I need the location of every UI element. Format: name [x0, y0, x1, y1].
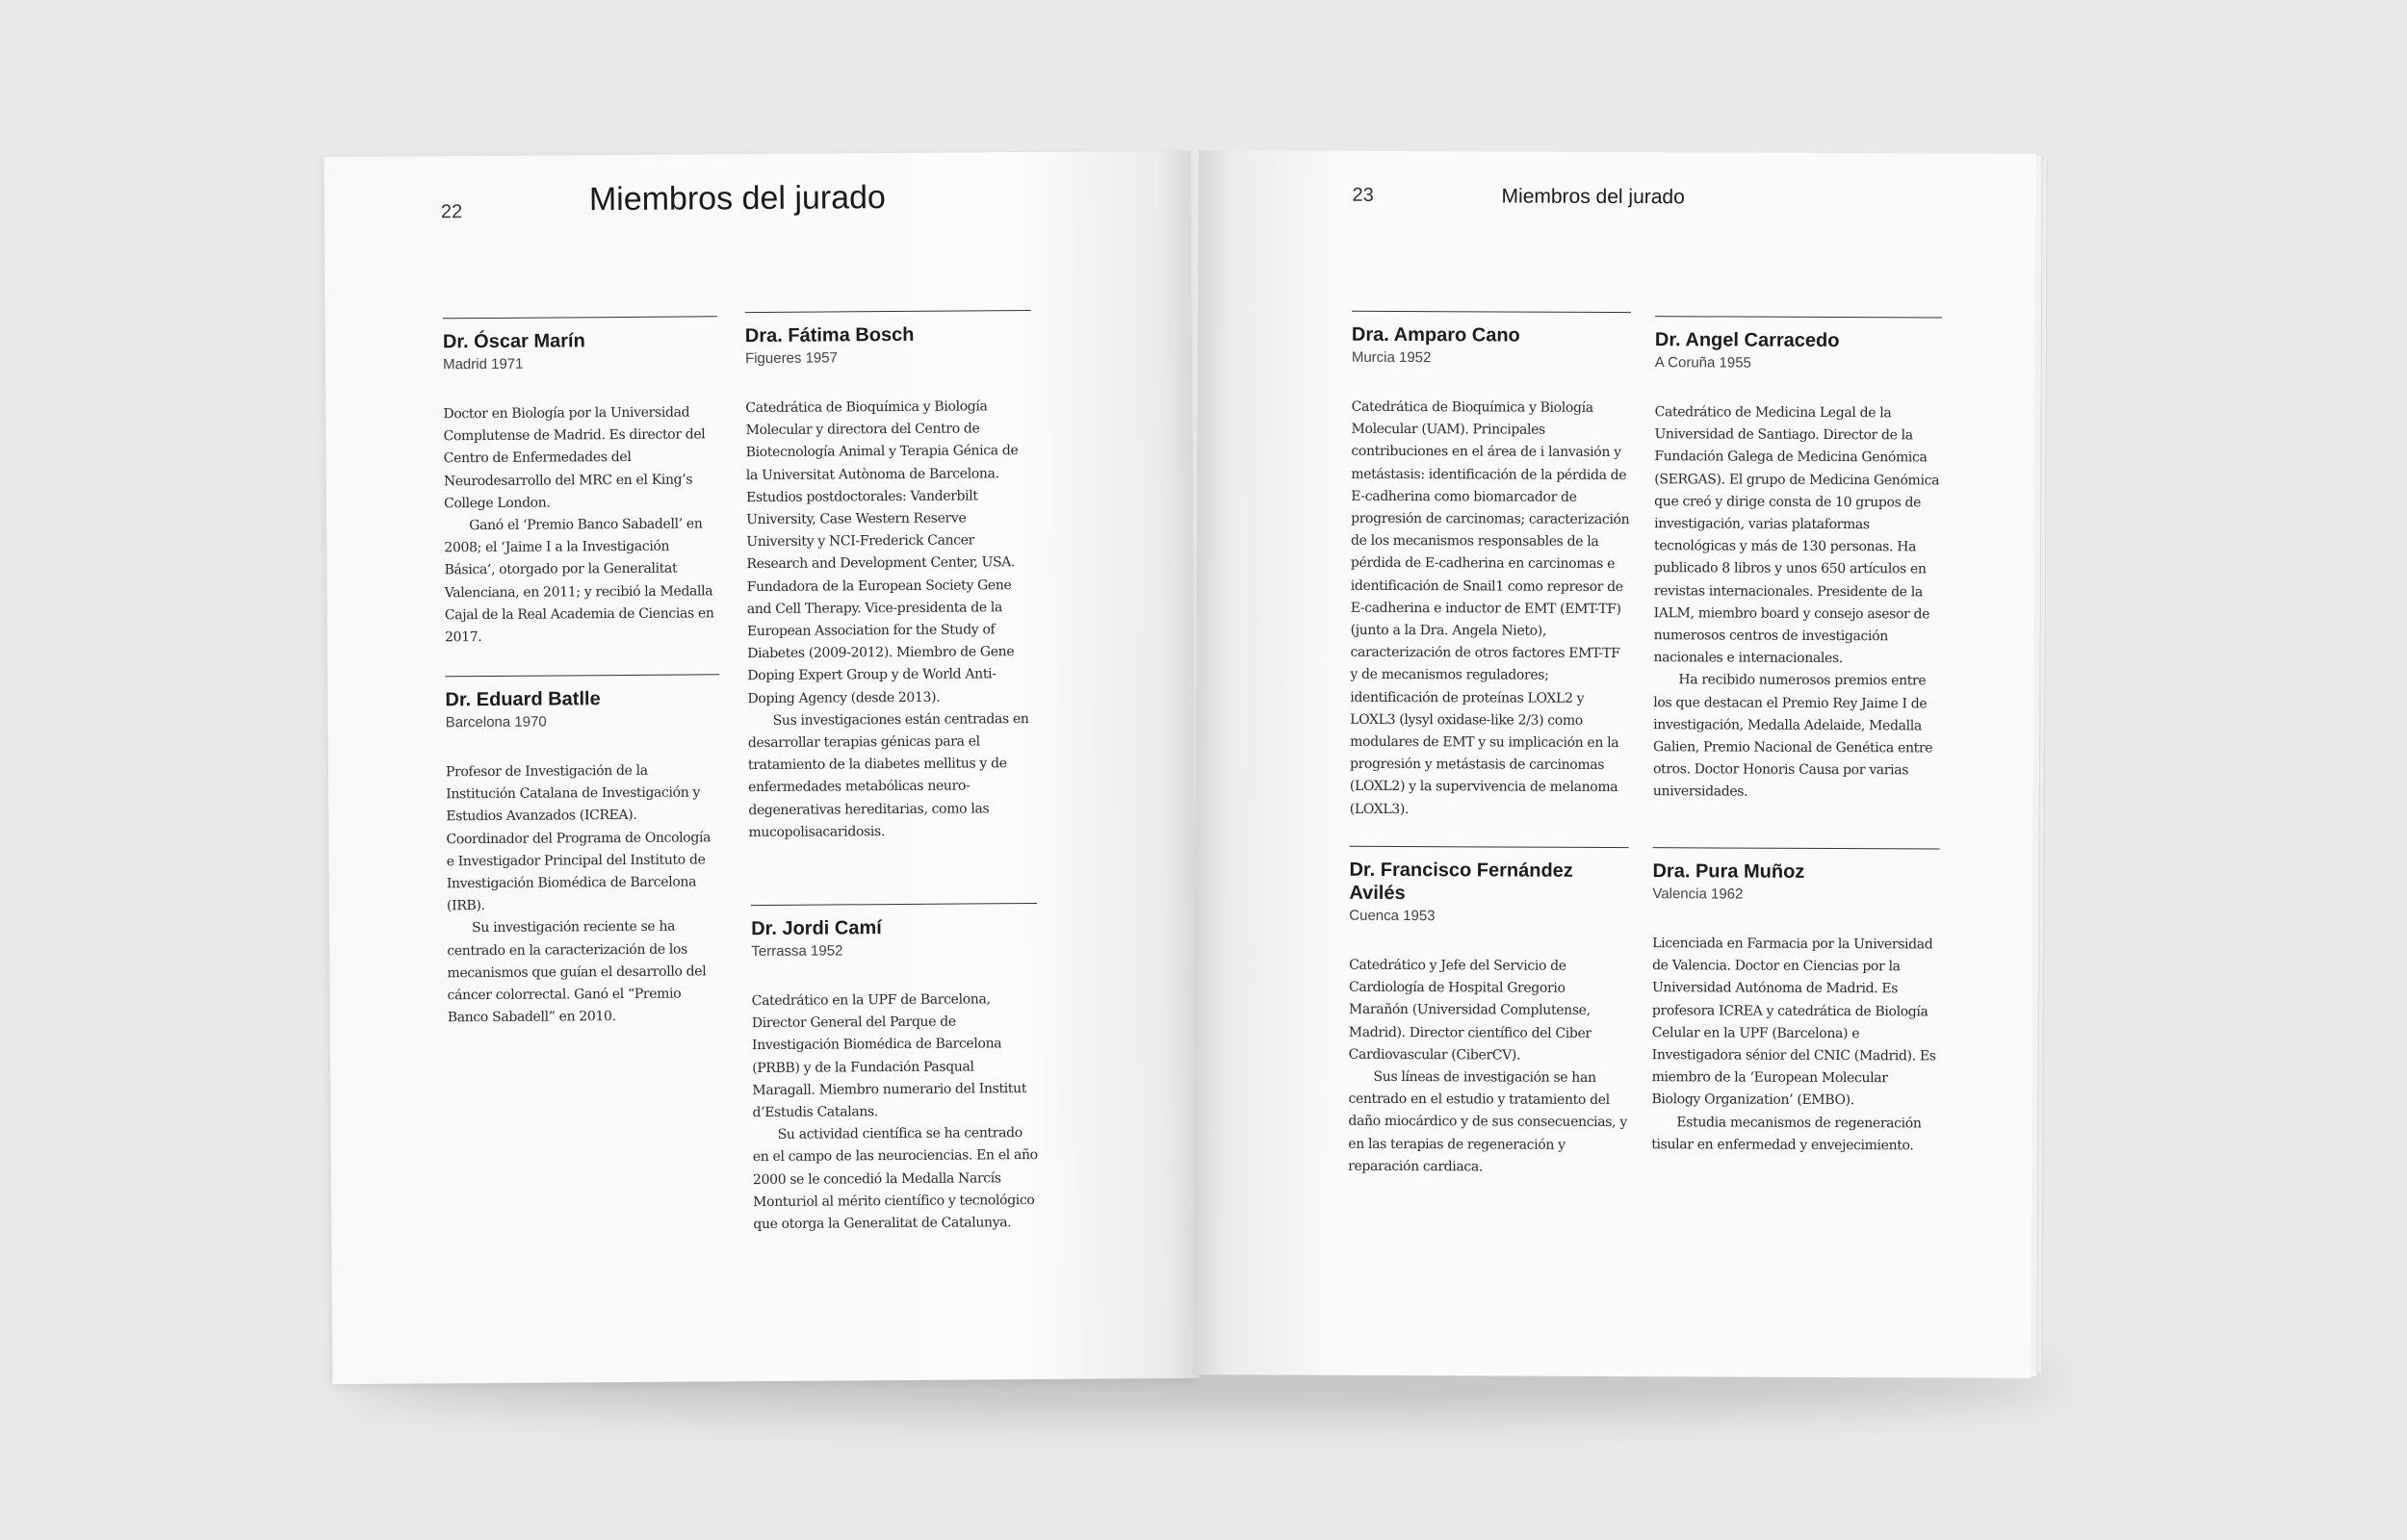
- bio-paragraph: Su investigación reciente se ha centrado en la caracterización de los mecanismos que guían el desarrollo del cáncer colorrectal. Ganó el “Premio Banco Sabadell” en 2010.: [447, 919, 707, 1026]
- bio-paragraph: Ganó el ‘Premio Banco Sabadell’ en 2008; el ‘Jaime I a la Investigación Básica’, otorgado por la Generalitat Valenciana, en 2011; y recibió la Medalla Cajal de la Real Academia de Ciencias en 2017.: [444, 516, 714, 646]
- bio-paragraph: Estudia mecanismos de regeneración tisular en enfermedad y envejecimiento.: [1651, 1114, 1922, 1154]
- divider: [1655, 316, 1942, 318]
- member-origin: Cuenca 1953: [1349, 907, 1436, 925]
- bio-paragraph: Ha recibido numerosos premios entre los que destacan el Premio Rey Jaime I de investigación, Medalla Adelaide, Medalla Galien, Premio Nacional de Genética entre otros. Doctor Honoris Causa por varias universidades.: [1652, 672, 1933, 801]
- member-origin: Valencia 1962: [1652, 886, 1744, 903]
- member-origin: Barcelona 1970: [445, 713, 547, 732]
- member-name: Dra. Pura Muñoz: [1652, 860, 1805, 883]
- member-origin: Figueres 1957: [744, 349, 838, 368]
- member-bio: [1651, 933, 1939, 1157]
- member-bio: [1350, 397, 1631, 822]
- bio-paragraph: Profesor de Investigación de la Institución Catalana de Investigación y Estudios Avanzados (ICREA). Coordinador del Programa de Oncología e Investigador Principal del Instituto de Investigación Biomédica de Barcelona (IRB).: [445, 762, 712, 914]
- bio-paragraph: Catedrático en la UPF de Barcelona, Director General del Parque de Investigación Biomédica de Barcelona (PRBB) y de la Fundación Pasqual Maragall. Miembro numerario del Institut d’Estudis Catalans.: [751, 991, 1027, 1121]
- member-name: Dr. Angel Carracedo: [1654, 329, 1840, 352]
- jury-member-entry: [1653, 316, 1942, 805]
- bio-paragraph: Catedrático de Medicina Legal de la Universidad de Santiago. Director de la Fundación Galega de Medicina Genómica (SERGAS). El grupo de Medicina Genómica que creó y dirige consta de 10 grupos de investigación, varias plataformas tecnológicas y más de 130 personas. Ha publicado 8 libros y unos 650 artículos en revistas internacionales. Presidente de la IALM, miembro board y consejo asesor de numerosos centros de investigación nacionales e internacionales.: [1653, 404, 1940, 667]
- jury-member-entry: [445, 674, 722, 1029]
- bio-paragraph: Sus líneas de investigación se han centrado en el estudio y tratamiento del daño miocárdico y de sus consecuencias, y en las terapias de regeneración y reparación cardiaca.: [1348, 1068, 1627, 1175]
- bio-paragraph: Sus investigaciones están centradas en desarrollar terapias génicas para el tratamiento de la diabetes mellitus y de enfermedades metabólicas neuro-degenerativas hereditarias, como las mucopolisacaridosis.: [747, 710, 1029, 840]
- member-name: Dr. Eduard Batlle: [445, 688, 601, 711]
- bio-paragraph: Catedrático y Jefe del Servicio de Cardiología de Hospital Gregorio Marañón (Universidad Complutense, Madrid). Director científico del Ciber Cardiovascular (CiberCV).: [1348, 957, 1592, 1064]
- jury-member-entry: [1651, 847, 1939, 1157]
- member-name: Dr. Óscar Marín: [442, 330, 585, 353]
- member-name: Dr. Francisco Fernández Avilés: [1349, 859, 1573, 905]
- member-name: Dra. Fátima Bosch: [744, 323, 915, 347]
- page-number: 22: [440, 201, 463, 223]
- bio-paragraph: Doctor en Biología por la Universidad Complutense de Madrid. Es director del Centro de Enfermedades del Neurodesarrollo del MRC en el King’s College London.: [443, 404, 706, 512]
- page-number: 23: [1352, 184, 1374, 206]
- member-origin: Terrassa 1952: [751, 942, 843, 961]
- member-origin: Murcia 1952: [1351, 348, 1432, 367]
- member-name: Dr. Jordi Camí: [751, 917, 882, 940]
- member-bio: [1653, 401, 1942, 805]
- right-page: [1193, 150, 2036, 1378]
- member-bio: [446, 759, 722, 1029]
- member-bio: [745, 396, 1034, 844]
- jury-member-entry: [745, 310, 1035, 844]
- divider: [1352, 311, 1631, 313]
- jury-member-entry: [443, 316, 719, 649]
- divider: [445, 674, 719, 677]
- jury-member-entry: [1348, 846, 1629, 1179]
- member-origin: Madrid 1971: [443, 355, 524, 373]
- bio-paragraph: Catedrática de Bioquímica y Biología Molecular y directora del Centro de Biotecnología Animal y Terapia Génica de la Universitat Autònoma de Barcelona. Estudios postdoctorales: Vanderbilt University, Case Western Reserve University y NCI-Frederick Cancer Research and Development Center, USA. Fundadora de la European Society Gene and Cell Therapy. Vice-presidenta de la European Association for the Study of Diabetes (2009-2012). Miembro de Gene Doping Expert Group y de World Anti-Doping Agency (desde 2013).: [745, 398, 1019, 706]
- bio-paragraph: Licenciada en Farmacia por la Universidad de Valencia. Doctor en Ciencias por la Universidad Autónoma de Madrid. Es profesora ICREA y catedrática de Biología Celular en la UPF (Barcelona) e Investigadora sénior del CNIC (Madrid). Es miembro de la ‘European Molecular Biology Organization’ (EMBO).: [1651, 936, 1936, 1109]
- page-title: Miembros del jurado: [588, 179, 887, 218]
- divider: [745, 310, 1031, 313]
- jury-member-entry: [751, 903, 1039, 1236]
- divider: [1350, 846, 1629, 848]
- divider: [443, 316, 717, 319]
- member-bio: [1348, 955, 1628, 1179]
- left-page: [324, 151, 1200, 1384]
- jury-member-entry: [1350, 311, 1631, 822]
- bio-paragraph: Catedrática de Bioquímica y Biología Molecular (UAM). Principales contribuciones en el área de i lanvasión y metástasis: identificación de la pérdida de E-cadherina como biomarcador de progresión de carcinomas; caracterización de los mecanismos responsables de la pérdida de E-cadherina en carcinomas e identificación de Snail1 como represor de E-cadherina e inductor de EMT (EMT-TF) (junto a la Dra. Angela Nieto), caracterización de otros factores EMT-TF y de mecanismos reguladores; identificación de proteínas LOXL2 y LOXL3 (lysyl oxidase-like 2/3) como modulares de EMT y su implicación en la progresión y metástasis de carcinomas (LOXL2) y la supervivencia de melanoma (LOXL3).: [1349, 398, 1630, 817]
- member-origin: A Coruña 1955: [1654, 354, 1751, 372]
- member-name: Dra. Amparo Cano: [1351, 323, 1520, 346]
- bio-paragraph: Su actividad científica se ha centrado en el campo de las neurociencias. En el año 2000 se le concedió la Medalla Narcís Monturiol al mérito científico y tecnológico que otorga la Generalitat de Catalunya.: [752, 1125, 1038, 1233]
- divider: [751, 903, 1037, 906]
- divider: [1653, 847, 1940, 849]
- page-title: Miembros del jurado: [1501, 185, 1685, 209]
- member-bio: [752, 988, 1040, 1236]
- member-bio: [443, 401, 719, 649]
